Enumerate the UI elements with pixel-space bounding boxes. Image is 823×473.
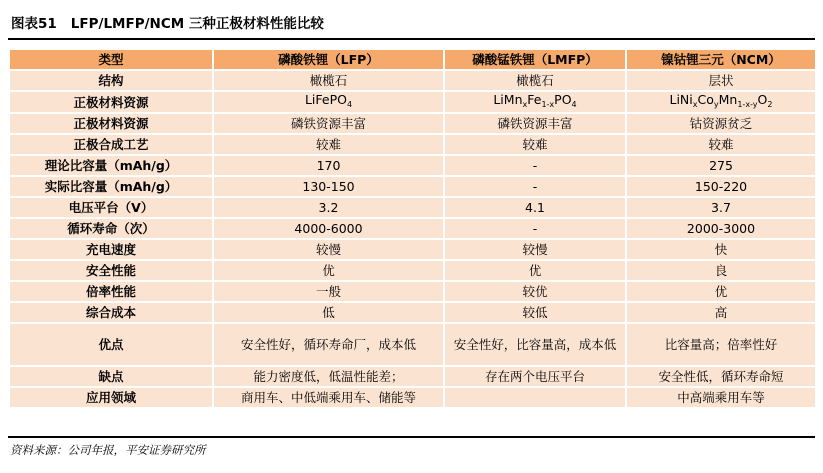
table-row bbox=[10, 388, 815, 407]
row-label: 实际比容量（mAh/g） bbox=[10, 177, 212, 196]
formula-subscript: 2 bbox=[767, 100, 773, 109]
cell-ncm: 150-220 bbox=[627, 177, 815, 196]
formula-part: Fe bbox=[527, 92, 542, 107]
cell-ncm: 安全性低，循环寿命短 bbox=[627, 367, 815, 386]
formula-part: PO bbox=[554, 92, 572, 107]
row-label: 循环寿命（次） bbox=[10, 219, 212, 238]
cell-lfp: 优 bbox=[214, 261, 443, 280]
table-row bbox=[10, 114, 815, 133]
row-label: 正极材料资源 bbox=[10, 92, 212, 112]
row-label: 倍率性能 bbox=[10, 282, 212, 301]
cell-lmfp: 较难 bbox=[445, 135, 625, 154]
cell-lmfp: 优 bbox=[445, 261, 625, 280]
cell-ncm: 优 bbox=[627, 282, 815, 301]
table-row bbox=[10, 177, 815, 196]
row-label: 理论比容量（mAh/g） bbox=[10, 156, 212, 175]
table-row bbox=[10, 261, 815, 280]
cell-lfp: 较难 bbox=[214, 135, 443, 154]
cell-lmfp: - bbox=[445, 156, 625, 175]
cell-lfp: 130-150 bbox=[214, 177, 443, 196]
cell-lfp: 170 bbox=[214, 156, 443, 175]
header-ncm: 镍钴锂三元（NCM） bbox=[627, 50, 815, 69]
cell-lmfp: - bbox=[445, 177, 625, 196]
row-label: 安全性能 bbox=[10, 261, 212, 280]
cell-lmfp: 较低 bbox=[445, 303, 625, 322]
header-lmfp: 磷酸锰铁锂（LMFP） bbox=[445, 50, 625, 69]
table-row bbox=[10, 156, 815, 175]
table-row bbox=[10, 282, 815, 301]
formula-subscript: x bbox=[692, 100, 698, 109]
cell-lmfp: 磷铁资源丰富 bbox=[445, 114, 625, 133]
table-row bbox=[10, 324, 815, 365]
cell-lfp: 4000-6000 bbox=[214, 219, 443, 238]
cell-lfp-formula bbox=[214, 92, 443, 112]
cell-lfp: 一般 bbox=[214, 282, 443, 301]
table-row bbox=[10, 198, 815, 217]
cell-ncm: 较难 bbox=[627, 135, 815, 154]
cell-ncm-formula bbox=[627, 92, 815, 112]
cell-lmfp: 安全性好，比容量高，成本低 bbox=[445, 324, 625, 365]
cell-lfp: 安全性好，循环寿命厂，成本低 bbox=[214, 324, 443, 365]
formula-subscript: 1-x-y bbox=[737, 100, 758, 109]
row-label: 优点 bbox=[10, 324, 212, 365]
formula-part: Mn bbox=[718, 92, 738, 107]
row-label: 缺点 bbox=[10, 367, 212, 386]
cell-ncm: 钴资源贫乏 bbox=[627, 114, 815, 133]
formula-subscript: 1-x bbox=[541, 100, 555, 109]
source-note: 资料来源：公司年报，平安证券研究所 bbox=[8, 436, 815, 458]
row-label: 电压平台（V） bbox=[10, 198, 212, 217]
cell-lmfp: 较优 bbox=[445, 282, 625, 301]
cell-lmfp: 存在两个电压平台 bbox=[445, 367, 625, 386]
cell-ncm: 2000-3000 bbox=[627, 219, 815, 238]
cell-lfp: 3.2 bbox=[214, 198, 443, 217]
table-row bbox=[10, 303, 815, 322]
cell-ncm: 层状 bbox=[627, 71, 815, 90]
cell-lmfp: - bbox=[445, 219, 625, 238]
cell-ncm: 高 bbox=[627, 303, 815, 322]
cell-ncm: 比容量高；倍率性好 bbox=[627, 324, 815, 365]
cell-lmfp: 较慢 bbox=[445, 240, 625, 259]
figure-title bbox=[8, 10, 815, 40]
table-row bbox=[10, 71, 815, 90]
formula-subscript: 4 bbox=[571, 100, 577, 109]
figure-title-text: LFP/LMFP/NCM 三种正极材料性能比较 bbox=[70, 16, 324, 32]
cell-lmfp bbox=[445, 388, 625, 407]
cell-lfp: 能力密度低，低温性能差； bbox=[214, 367, 443, 386]
table-row bbox=[10, 219, 815, 238]
table-row bbox=[10, 135, 815, 154]
formula-part: LiMn bbox=[493, 92, 523, 107]
cell-lfp: 磷铁资源丰富 bbox=[214, 114, 443, 133]
formula-part: Co bbox=[697, 92, 714, 107]
table-header-row bbox=[10, 50, 815, 69]
formula-subscript: 4 bbox=[346, 100, 353, 109]
cell-ncm: 中高端乘用车等 bbox=[627, 388, 815, 407]
cell-ncm: 快 bbox=[627, 240, 815, 259]
row-label: 正极材料资源 bbox=[10, 114, 212, 133]
cell-lfp: 较慢 bbox=[214, 240, 443, 259]
row-label: 结构 bbox=[10, 71, 212, 90]
cell-ncm: 3.7 bbox=[627, 198, 815, 217]
comparison-table bbox=[8, 48, 817, 409]
row-label: 正极合成工艺 bbox=[10, 135, 212, 154]
cell-ncm: 良 bbox=[627, 261, 815, 280]
row-label: 应用领域 bbox=[10, 388, 212, 407]
formula-subscript: x bbox=[522, 100, 528, 109]
formula-part: LiNi bbox=[669, 92, 693, 107]
table-row bbox=[10, 367, 815, 386]
row-label: 综合成本 bbox=[10, 303, 212, 322]
header-type: 类型 bbox=[10, 50, 212, 69]
formula-part: O bbox=[757, 92, 768, 107]
table-row bbox=[10, 240, 815, 259]
table-row bbox=[10, 92, 815, 112]
cell-lfp: 橄榄石 bbox=[214, 71, 443, 90]
cell-lmfp-formula bbox=[445, 92, 625, 112]
cell-lfp: 低 bbox=[214, 303, 443, 322]
cell-lmfp: 4.1 bbox=[445, 198, 625, 217]
cell-lmfp: 橄榄石 bbox=[445, 71, 625, 90]
row-label: 充电速度 bbox=[10, 240, 212, 259]
formula-part: LiFePO bbox=[304, 92, 347, 107]
figure-number: 图表51 bbox=[11, 16, 57, 32]
cell-ncm: 275 bbox=[627, 156, 815, 175]
header-lfp: 磷酸铁锂（LFP） bbox=[214, 50, 443, 69]
formula-subscript: y bbox=[713, 100, 719, 109]
cell-lfp: 商用车、中低端乘用车、储能等 bbox=[214, 388, 443, 407]
